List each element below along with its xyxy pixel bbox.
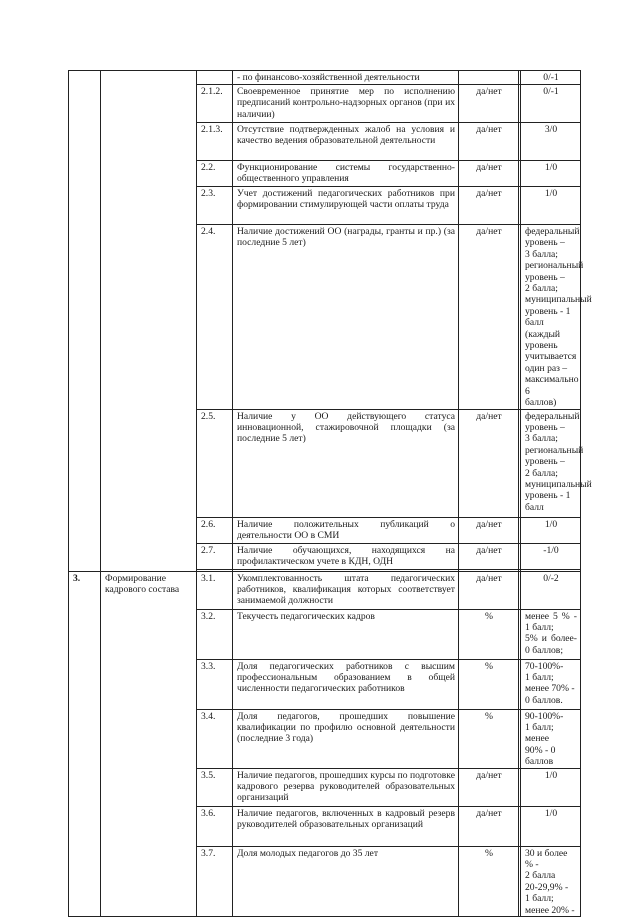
indicator-code: 3.2. bbox=[197, 609, 233, 659]
indicator-code: 2.5. bbox=[197, 409, 233, 517]
score-line: 3 балла; bbox=[525, 433, 558, 445]
score-line: 2 балла; bbox=[525, 283, 558, 295]
score-line: 1 балл; менее bbox=[525, 721, 554, 745]
indicator-code: 3.6. bbox=[197, 806, 233, 846]
score-line: 5% и более- bbox=[525, 633, 577, 645]
score-line: 90-100%- bbox=[525, 710, 564, 722]
indicator-unit: % bbox=[459, 709, 519, 768]
indicator-name: Доля молодых педагогов до 35 лет bbox=[233, 846, 459, 916]
indicator-code: 2.2. bbox=[197, 161, 233, 187]
indicator-code: 3.5. bbox=[197, 768, 233, 806]
indicator-unit: % bbox=[459, 846, 519, 916]
indicator-score: 0/-1 bbox=[521, 71, 581, 85]
indicator-score: 0/-1 bbox=[521, 85, 581, 123]
score-line: 90% - 0 баллов bbox=[525, 744, 556, 768]
indicator-code: 2.6. bbox=[197, 517, 233, 543]
score-line: один раз – bbox=[525, 362, 568, 374]
indicator-code: 3.3. bbox=[197, 659, 233, 709]
indicator-unit: да/нет bbox=[459, 85, 519, 123]
score-line: уровень - 1 балл bbox=[525, 490, 571, 513]
score-line: 20-29,9% - bbox=[525, 881, 569, 893]
indicator-code: 3.4. bbox=[197, 709, 233, 768]
indicator-unit: да/нет bbox=[459, 123, 519, 161]
score-line: 30 и более % - bbox=[525, 847, 568, 870]
indicator-score bbox=[521, 609, 581, 659]
indicator-name: Наличие положительных публикаций о деятельности ОО в СМИ bbox=[233, 517, 459, 543]
score-line: 70-100%- bbox=[525, 660, 564, 672]
indicator-code: 2.1.3. bbox=[197, 123, 233, 161]
indicator-score: -1/0 bbox=[521, 543, 581, 569]
section-2-title-cell bbox=[101, 71, 197, 572]
indicator-name: Текучесть педагогических кадров bbox=[233, 609, 459, 659]
indicator-code: 3.7. bbox=[197, 846, 233, 916]
indicator-name: Отсутствие подтвержденных жалоб на условия и качество ведения образовательной деятельности bbox=[233, 123, 459, 161]
indicator-score: 1/0 bbox=[521, 161, 581, 187]
indicator-unit: % bbox=[459, 609, 519, 659]
score-line: уровень – bbox=[525, 271, 565, 283]
indicator-score bbox=[521, 409, 592, 517]
indicator-unit: да/нет bbox=[459, 571, 519, 609]
score-line: региональный bbox=[525, 444, 584, 456]
indicator-name: Доля педагогов, прошедших повышение квалификации по профилю основной деятельности (последние 3 года) bbox=[233, 709, 459, 768]
score-line: уровень – bbox=[525, 456, 565, 468]
score-line: 2 балла bbox=[525, 870, 556, 882]
indicator-score: 0/-2 bbox=[521, 571, 581, 609]
score-line: 2 балла; bbox=[525, 467, 558, 479]
indicator-score: 1/0 bbox=[521, 806, 581, 846]
indicator-score bbox=[521, 709, 581, 768]
indicator-code bbox=[197, 71, 233, 85]
score-line: 0 баллов; bbox=[525, 644, 563, 656]
indicator-unit: да/нет bbox=[459, 768, 519, 806]
score-line: 1 балл; bbox=[525, 621, 554, 633]
indicator-unit bbox=[459, 71, 519, 85]
indicator-name: Своевременное принятие мер по исполнению предписаний контрольно-надзорных органов (при их наличии) bbox=[233, 85, 459, 123]
score-line: федеральный bbox=[525, 226, 580, 237]
indicator-unit: % bbox=[459, 659, 519, 709]
indicator-name: Наличие достижений ОО (награды, гранты и пр.) (за последние 5 лет) bbox=[233, 225, 459, 410]
indicator-name: Наличие педагогов, прошедших курсы по подготовке кадрового резерва руководителей образовательных организаций bbox=[233, 768, 459, 806]
indicator-score: 1/0 bbox=[521, 517, 581, 543]
score-line: менее 20% - bbox=[525, 904, 575, 916]
indicator-code: 2.3. bbox=[197, 187, 233, 225]
section-2-number-cell bbox=[69, 71, 101, 572]
indicator-score bbox=[521, 659, 581, 709]
score-line: муниципальный bbox=[525, 478, 592, 490]
score-line: менее 70% - bbox=[525, 683, 575, 695]
score-line: менее 5 % - bbox=[525, 610, 577, 622]
table-row bbox=[69, 571, 581, 609]
section-3-number: 3. bbox=[69, 571, 101, 916]
indicator-code: 3.1. bbox=[197, 571, 233, 609]
score-line: максимально 6 bbox=[525, 374, 579, 397]
indicator-name: Наличие педагогов, включенных в кадровый резерв руководителей образовательных организаций bbox=[233, 806, 459, 846]
score-line: 3 балла; bbox=[525, 248, 558, 260]
score-line: баллов) bbox=[525, 397, 557, 409]
indicator-score bbox=[521, 846, 581, 916]
indicator-unit: да/нет bbox=[459, 806, 519, 846]
indicator-name: Наличие у ОО действующего статуса инновационной, стажировочной площадки (за последние 5 лет) bbox=[233, 409, 459, 517]
indicator-unit: да/нет bbox=[459, 187, 519, 225]
indicator-unit: да/нет bbox=[459, 517, 519, 543]
indicator-name: Укомплектованность штата педагогических работников, квалификация которых соответствует занимаемой должности bbox=[233, 571, 459, 609]
section-3-title: Формирование кадрового состава bbox=[101, 571, 197, 916]
score-line: 1 балл; bbox=[525, 671, 554, 683]
score-line: (каждый уровень bbox=[525, 328, 561, 352]
indicator-name: Функционирование системы государственно-общественного управления bbox=[233, 161, 459, 187]
criteria-table bbox=[68, 70, 592, 917]
indicator-code: 2.4. bbox=[197, 225, 233, 410]
indicator-score: 1/0 bbox=[521, 768, 581, 806]
indicator-code: 2.7. bbox=[197, 543, 233, 569]
score-line: учитывается bbox=[525, 351, 577, 363]
score-line: уровень - 1 балл bbox=[525, 305, 571, 329]
score-line: уровень – bbox=[525, 237, 565, 249]
indicator-unit: да/нет bbox=[459, 161, 519, 187]
indicator-code: 2.1.2. bbox=[197, 85, 233, 123]
score-line: муниципальный bbox=[525, 294, 592, 306]
score-line: региональный bbox=[525, 260, 584, 272]
indicator-unit: да/нет bbox=[459, 543, 519, 569]
indicator-name: - по финансово-хозяйственной деятельности bbox=[233, 71, 459, 85]
indicator-unit: да/нет bbox=[459, 409, 519, 517]
indicator-score: 3/0 bbox=[521, 123, 581, 161]
indicator-name: Наличие обучающихся, находящихся на профилактическом учете в КДН, ОДН bbox=[233, 543, 459, 569]
score-line: федеральный bbox=[525, 410, 580, 422]
score-line: уровень – bbox=[525, 421, 565, 433]
score-line: 0 баллов. bbox=[525, 694, 563, 706]
indicator-score: 1/0 bbox=[521, 187, 581, 225]
indicator-name: Доля педагогических работников с высшим профессиональным образованием в общей численности педагогических работников bbox=[233, 659, 459, 709]
table-row bbox=[69, 71, 581, 85]
indicator-name: Учет достижений педагогических работников при формировании стимулирующей части оплаты труда bbox=[233, 187, 459, 225]
score-line: 1 балл; bbox=[525, 893, 554, 905]
indicator-score bbox=[521, 225, 592, 410]
indicator-unit: да/нет bbox=[459, 225, 519, 410]
